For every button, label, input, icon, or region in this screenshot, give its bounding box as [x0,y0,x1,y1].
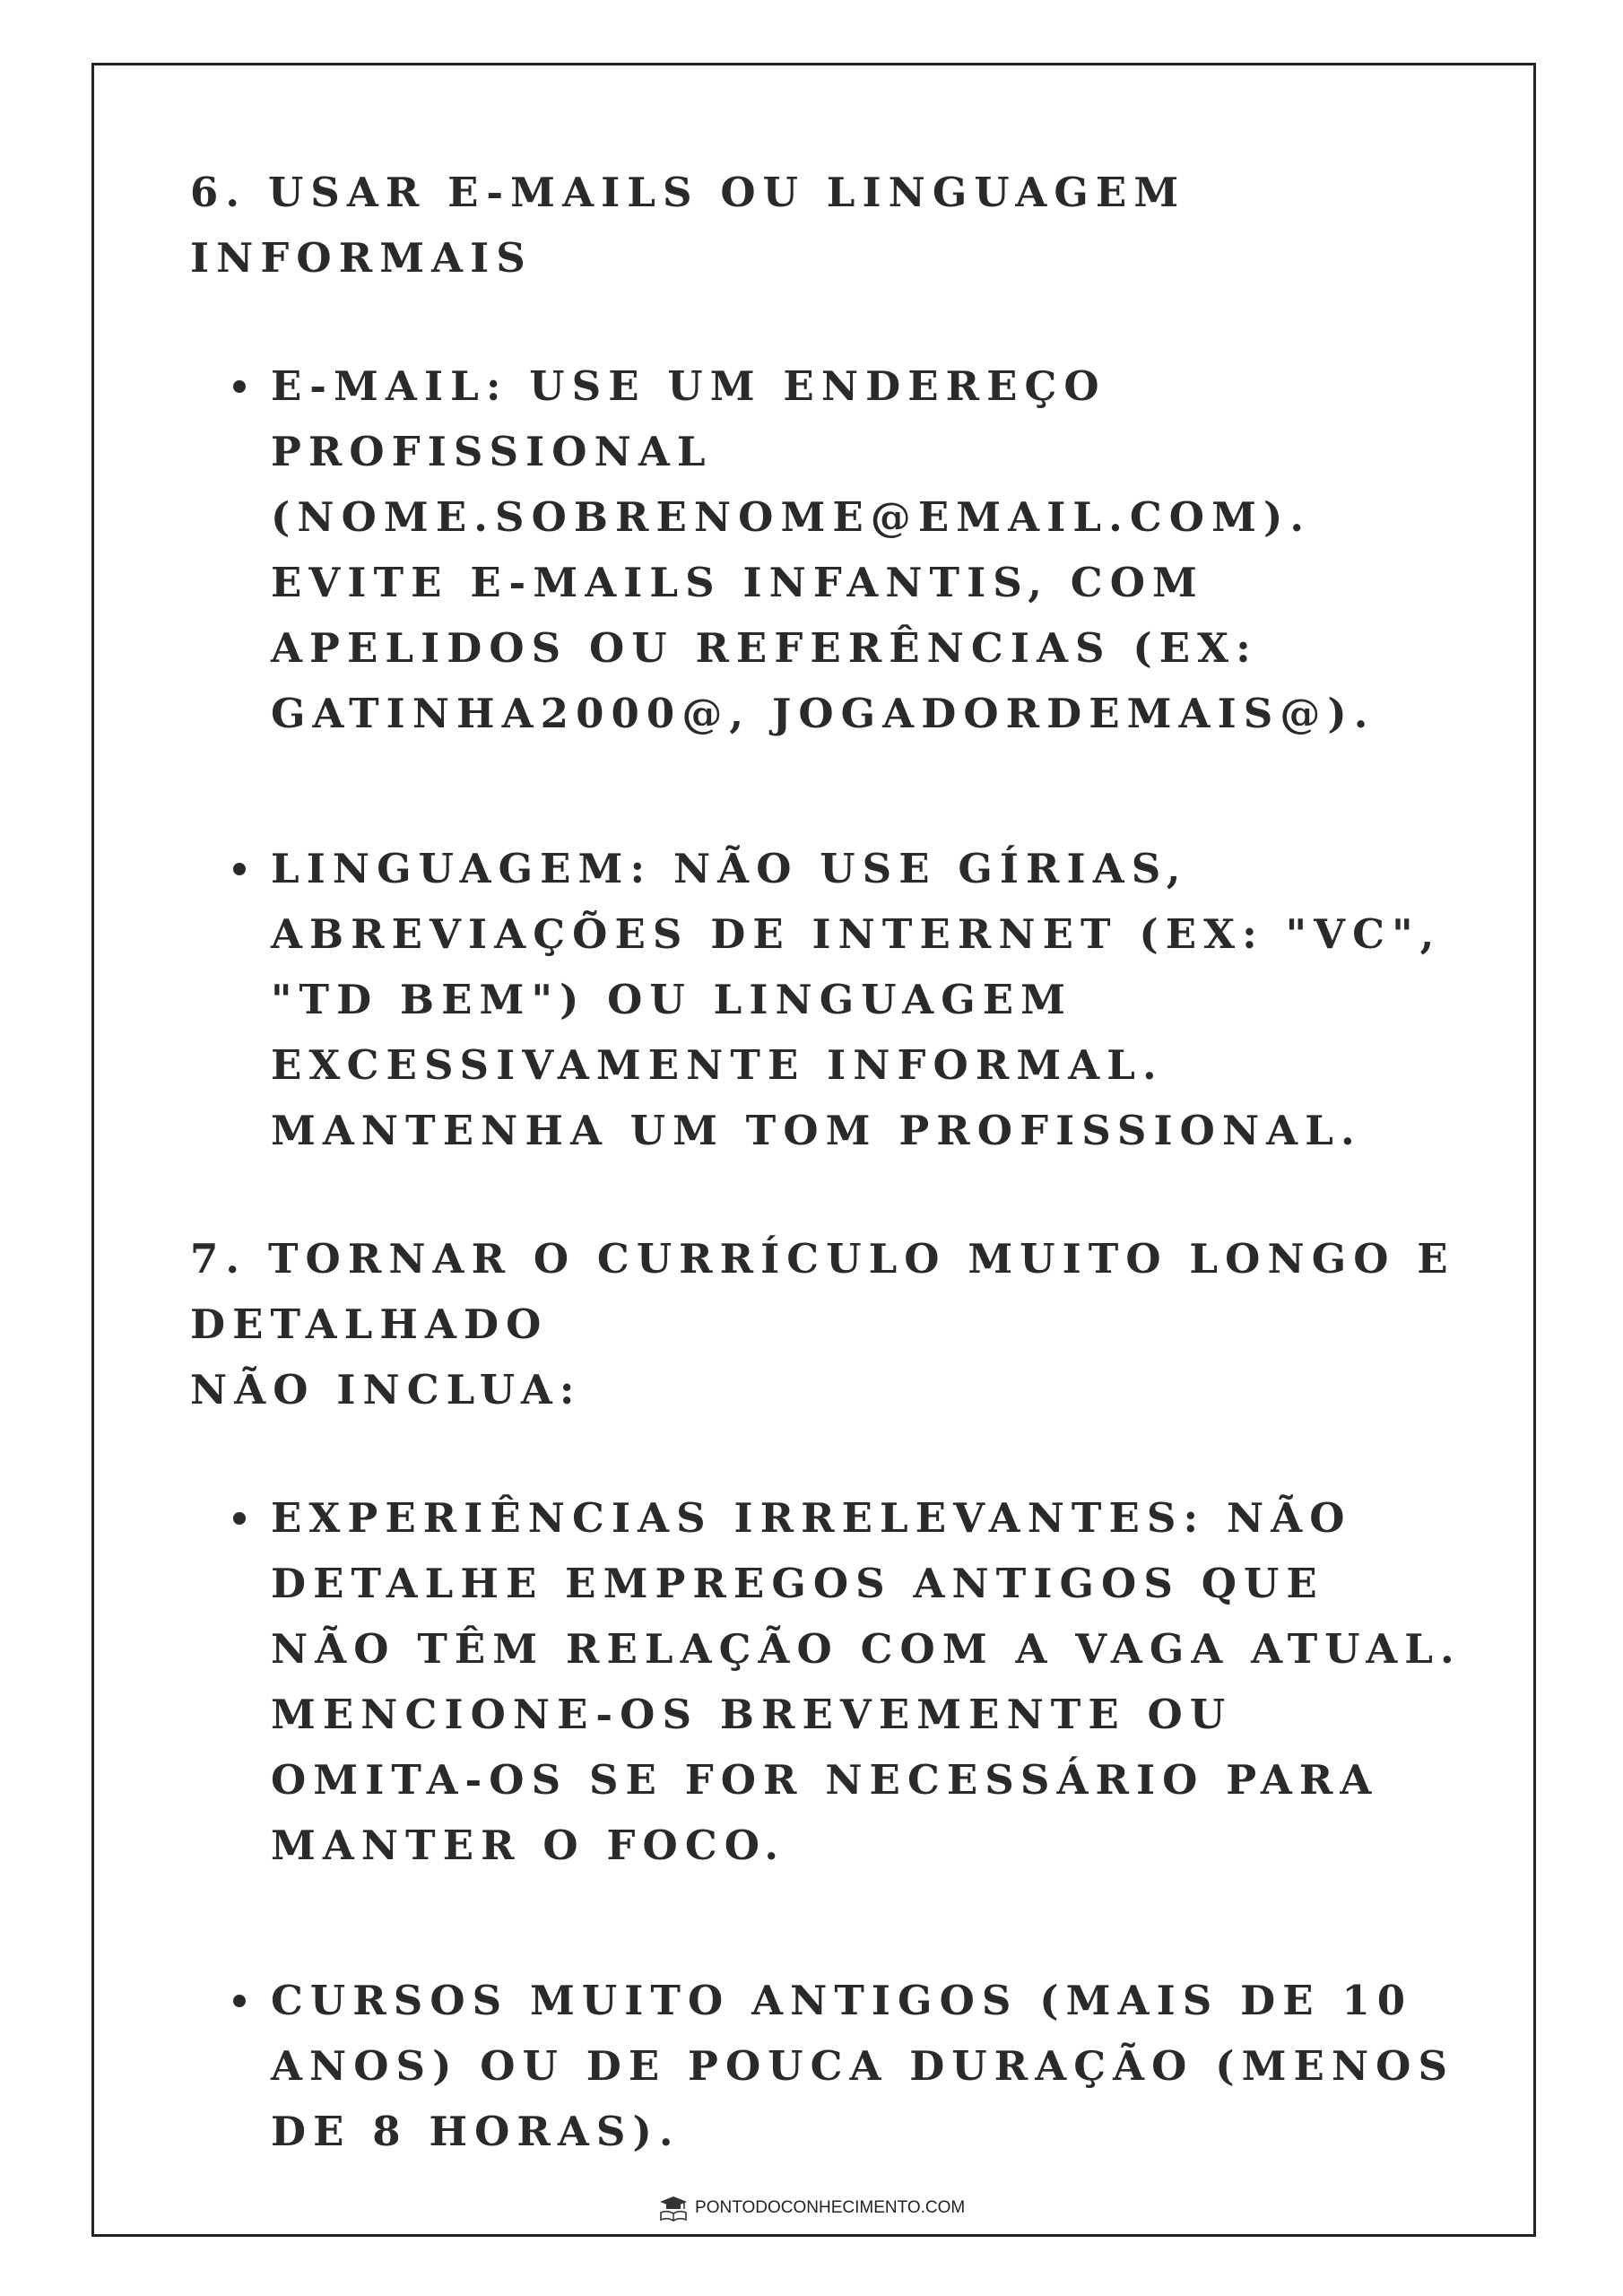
section-7-subheading: NÃO INCLUA: [190,1366,582,1413]
list-item [190,353,1463,746]
bullet-icon [233,380,246,393]
list-item [190,1968,1463,2164]
section-7-heading: 7. TORNAR O CURRÍCULO MUITO LONGO E DETALHADO [190,1235,1455,1348]
list-item [190,1485,1463,1878]
bullet-icon [233,1512,246,1525]
list-item-text: CURSOS MUITO ANTIGOS (MAIS DE 10 ANOS) OU DE POUCA DURAÇÃO (MENOS DE 8 HORAS). [271,1977,1455,2155]
graduation-cap-book-icon [658,2195,689,2222]
footer-site-name: PONTODOCONHECIMENTO.COM [695,2198,966,2217]
section-6-list [190,353,1463,1163]
list-item-text: LINGUAGEM: NÃO USE GÍRIAS, ABREVIAÇÕES DE INTERNET (EX: "VC", "TD BEM") OU LINGUAGEM EXCESSIVAMENTE INFORMAL. MANTENHA UM TOM PROFISSIONAL. [271,845,1442,1154]
list-item [190,836,1463,1163]
bullet-icon [233,863,246,875]
list-item-text: EXPERIÊNCIAS IRRELEVANTES: NÃO DETALHE EMPREGOS ANTIGOS QUE NÃO TÊM RELAÇÃO COM A VAGA ATUAL. MENCIONE-OS BREVEMENTE OU OMITA-OS SE FOR NECESSÁRIO PARA MANTER O FOCO. [271,1494,1462,1869]
document-body [190,160,1463,2164]
bullet-icon [233,1995,246,2007]
list-item-text: E-MAIL: USE UM ENDEREÇO PROFISSIONAL (NOME.SOBRENOME@EMAIL.COM). EVITE E-MAILS INFANTIS, COM APELIDOS OU REFERÊNCIAS (EX: GATINHA2000@, JOGADORDEMAIS@). [271,362,1376,737]
section-7-list [190,1485,1463,2164]
footer [0,2195,1623,2222]
section-6-heading: 6. USAR E-MAILS OU LINGUAGEM INFORMAIS [190,169,1186,282]
